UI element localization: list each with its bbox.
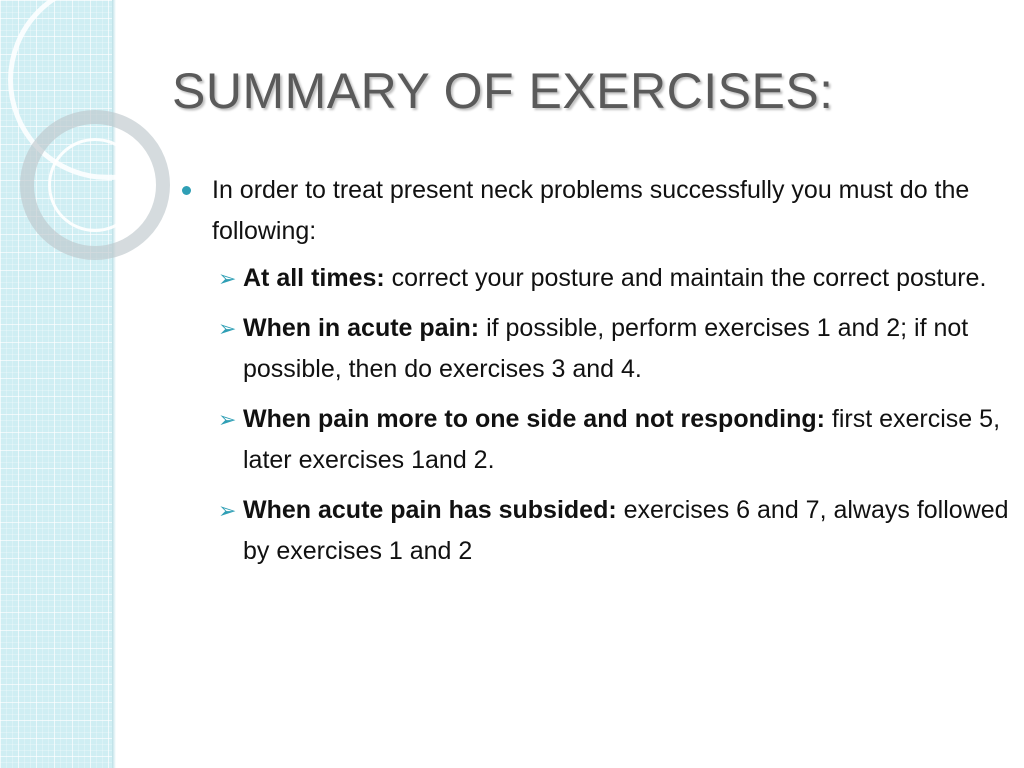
sub-bullet-text: first exercise 5, later exercises 1and 2. — [243, 405, 1001, 474]
sub-bullet-text: correct your posture and maintain the correct posture. — [391, 264, 987, 292]
sub-bullet — [218, 308, 1010, 390]
sub-bullet-text: if possible, perform exercises 1 and 2; if not possible, then do exercises 3 and 4. — [243, 314, 969, 383]
bullet-dot-icon — [182, 186, 191, 195]
sub-bullet — [218, 258, 1010, 299]
sub-bullet-text: exercises 6 and 7, always followed by exercises 1 and 2 — [243, 496, 1009, 565]
arrow-bullet-icon: ➢ — [218, 407, 237, 432]
arrow-bullet-icon: ➢ — [218, 266, 237, 291]
sub-bullet-lead: When pain more to one side and not responding: — [243, 405, 832, 433]
sub-bullet — [218, 490, 1010, 572]
arrow-bullet-icon: ➢ — [218, 316, 237, 341]
slide-title: SUMMARY OF EXERCISES: — [172, 63, 834, 119]
sub-bullet-lead: When in acute pain: — [243, 314, 487, 342]
main-bullet-text: In order to treat present neck problems successfully you must do the following: — [212, 176, 970, 245]
decorative-ring — [48, 138, 142, 232]
arrow-bullet-icon: ➢ — [218, 498, 237, 523]
sub-bullet-lead: At all times: — [243, 264, 392, 292]
main-bullet — [180, 170, 1010, 252]
sub-bullet — [218, 399, 1010, 481]
slide-body — [180, 170, 1010, 581]
sub-bullet-lead: When acute pain has subsided: — [243, 496, 624, 524]
